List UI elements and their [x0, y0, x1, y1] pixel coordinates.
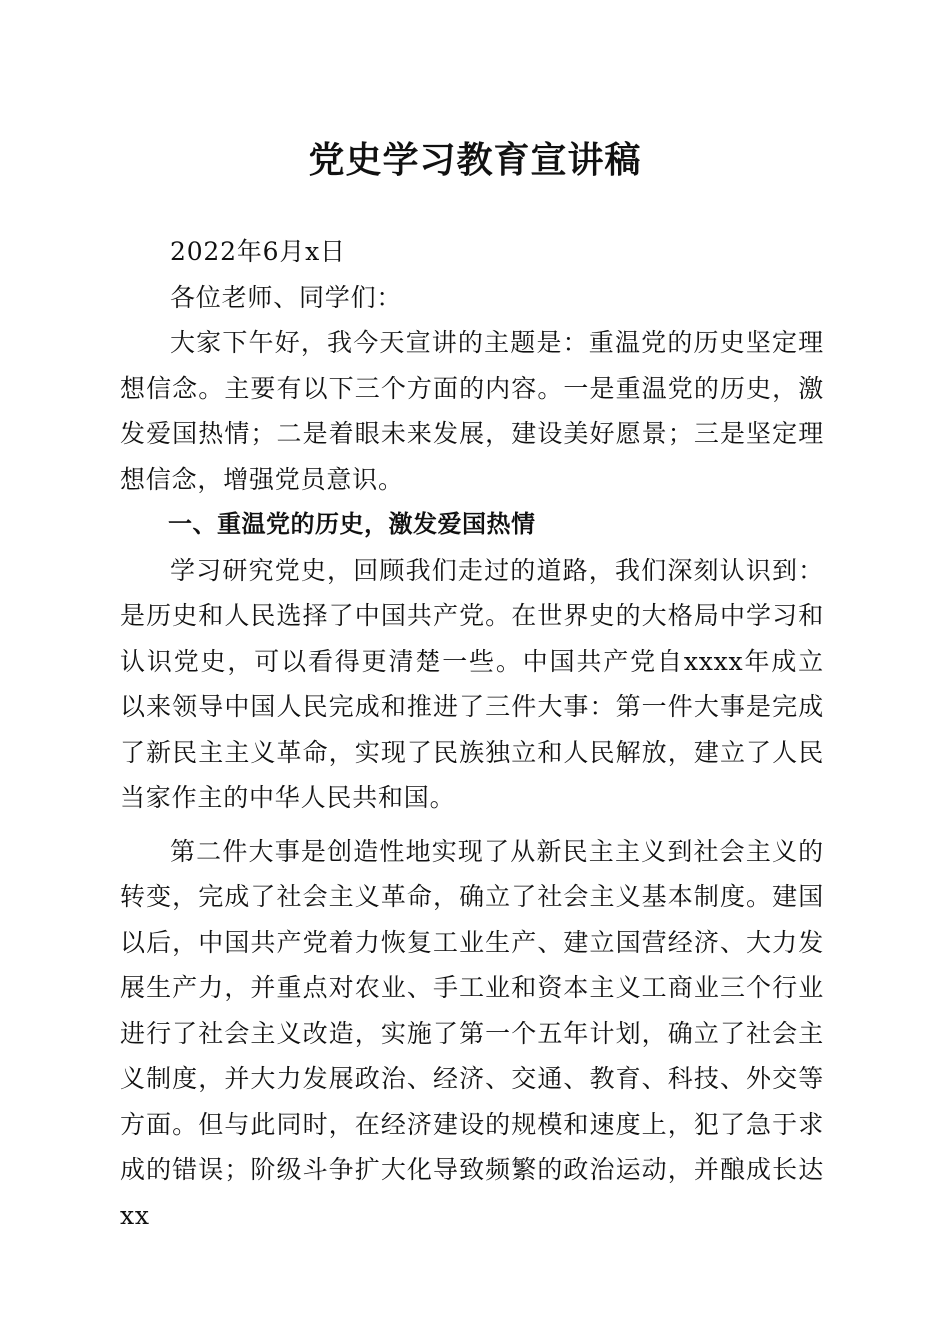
document-body [120, 229, 824, 1238]
document-date: 2022年6月x日 [170, 237, 346, 266]
body-paragraph: 学习研究党史，回顾我们走过的道路，我们深刻认识到：是历史和人民选择了中国共产党。在世界史的大格局中学习和认识党史，可以看得更清楚一些。中国共产党自xxxx年成立以来领导中国人民完成和推进了三件大事：第一件大事是完成了新民主主义革命，实现了民族独立和人民解放，建立了人民当家作主的中华人民共和国。 [120, 555, 824, 812]
section-heading-1: 一、重温党的历史，激发爱国热情 [168, 510, 536, 538]
document-title: 党史学习教育宣讲稿 [308, 139, 642, 181]
body-paragraph: 第二件大事是创造性地实现了从新民主主义到社会主义的转变，完成了社会主义革命，确立了社会主义基本制度。建国以后，中国共产党着力恢复工业生产、建立国营经济、大力发展生产力，并重点对农业、手工业和资本主义工商业三个行业进行了社会主义改造，实施了第一个五年计划，确立了社会主义制度，并大力发展政治、经济、交通、教育、科技、外交等方面。但与此同时，在经济建设的规模和速度上，犯了急于求成的错误；阶级斗争扩大化导致频繁的政治运动，并酿成长达xx [120, 836, 824, 1230]
intro-paragraph: 大家下午好，我今天宣讲的主题是：重温党的历史坚定理想信念。主要有以下三个方面的内容。一是重温党的历史，激发爱国热情；二是着眼未来发展，建设美好愿景；三是坚定理想信念，增强党员意识。 [120, 328, 824, 494]
salutation: 各位老师、同学们： [170, 282, 403, 312]
